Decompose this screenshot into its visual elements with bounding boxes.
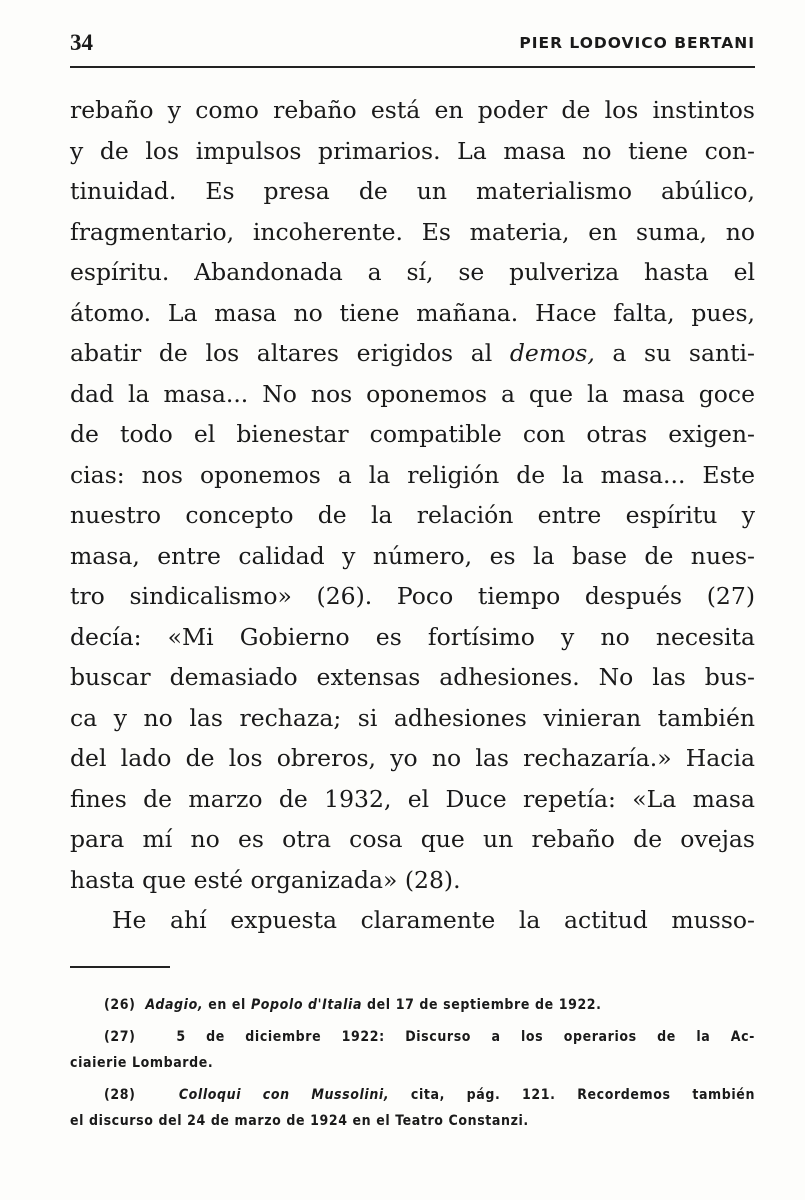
footnote-line: el discurso del 24 de marzo de 1924 en el Teatro Constanzi.: [70, 1113, 529, 1129]
paragraph-1: [70, 90, 755, 900]
footnote-italic: Popolo d'Italia: [250, 997, 363, 1013]
footnote-line: [70, 1082, 755, 1108]
text-line: dad la masa... No nos oponemos a que la masa goce: [70, 379, 755, 408]
text-fragment: a su santi-: [594, 339, 755, 367]
footnote-italic: Colloqui con Mussolini,: [178, 1087, 390, 1103]
text-line: rebaño y como rebaño está en poder de los instintos: [70, 96, 755, 124]
page-number: 34: [70, 30, 93, 55]
header-rule: [70, 66, 755, 68]
footnote-27: [70, 1024, 755, 1076]
footnote-number: (27): [104, 1029, 136, 1045]
text-line: para mí no es otra cosa que un rebaño de ovejas: [70, 825, 755, 853]
footnote-28: [70, 1082, 755, 1134]
footnote-text: del 17 de septiembre de 1922.: [362, 997, 602, 1013]
text-line: ca y no las rechaza; si adhesiones vinieran también: [70, 703, 755, 732]
paragraph-2: [70, 900, 755, 941]
text-line: [70, 333, 755, 374]
footnote-italic: Adagio,: [145, 997, 204, 1013]
footnote-line: ciaierie Lombarde.: [70, 1055, 214, 1071]
footnote-number: (28): [104, 1087, 136, 1103]
text-line: nuestro concepto de la relación entre espíritu y: [70, 501, 755, 529]
page-header: [70, 30, 755, 64]
text-line: espíritu. Abandonada a sí, se pulveriza hasta el: [70, 258, 755, 286]
text-line: hasta que esté organizada» (28).: [70, 865, 461, 894]
text-line: del lado de los obreros, yo no las rechazaría.» Hacia: [70, 744, 755, 772]
text-line: fines de marzo de 1932, el Duce repetía: «La masa: [70, 784, 755, 813]
text-line: de todo el bienestar compatible con otras exigen-: [70, 420, 755, 448]
text-line: cias: nos oponemos a la religión de la masa... Este: [70, 460, 755, 489]
footnote-26: [70, 992, 755, 1018]
footnote-text: cita, pág. 121. Recordemos también: [389, 1087, 756, 1103]
body-text: [70, 90, 755, 941]
footnote-line: [70, 992, 755, 1018]
footnote-text: en el: [203, 997, 251, 1013]
text-line: He ahí expuesta claramente la actitud musso-: [112, 906, 755, 934]
text-line: fragmentario, incoherente. Es materia, en suma, no: [70, 217, 755, 246]
text-line: tro sindicalismo» (26). Poco tiempo después (27): [70, 582, 755, 610]
text-line: buscar demasiado extensas adhesiones. No las bus-: [70, 663, 755, 691]
text-line: y de los impulsos primarios. La masa no tiene con-: [70, 136, 755, 165]
text-fragment: abatir de los altares erigidos al: [70, 339, 510, 367]
text-line: masa, entre calidad y número, es la base de nues-: [70, 541, 755, 570]
italic-term: demos,: [509, 339, 595, 367]
footnote-text: 5 de diciembre 1922: Discurso a los operarios de la Ac-: [155, 1029, 756, 1045]
footnote-rule: [70, 966, 170, 968]
running-head: PIER LODOVICO BERTANI: [519, 34, 755, 52]
text-line: decía: «Mi Gobierno es fortísimo y no necesita: [70, 622, 755, 651]
footnote-line: [70, 1024, 755, 1050]
text-line: átomo. La masa no tiene mañana. Hace falta, pues,: [70, 298, 755, 327]
text-line: tinuidad. Es presa de un materialismo abúlico,: [70, 177, 755, 205]
footnotes: [70, 992, 755, 1140]
footnote-number: (26): [104, 997, 136, 1013]
